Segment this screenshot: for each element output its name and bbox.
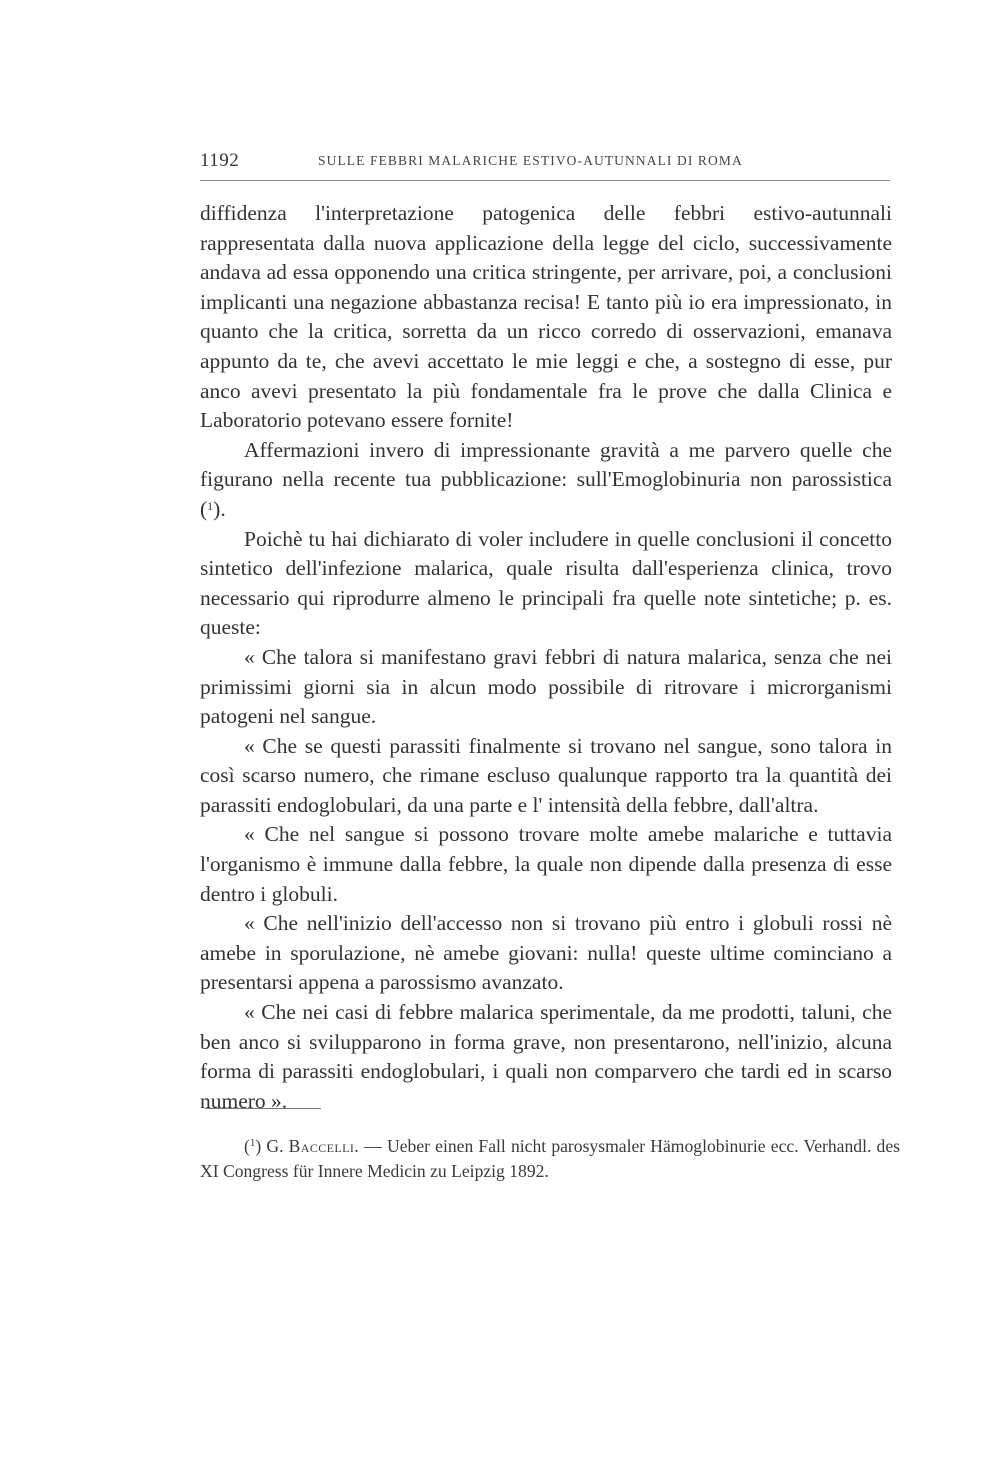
footnote-citation: — Ueber einen Fall nicht parosysmaler Hämoglobinurie ecc. Verhandl. des XI Congress für Innere Medicin zu Leipzig 1892. [200, 1136, 900, 1181]
quotation-4: « Che nell'inizio dell'accesso non si trovano più entro i globuli rossi nè amebe in sporulazione, nè amebe giovani: nulla! queste ultime cominciano a presentarsi appena a parossismo avanzato. [200, 911, 892, 995]
quotation-2: « Che se questi parassiti finalmente si trovano nel sangue, sono talora in così scarso numero, che rimane escluso qualunque rapporto tra la quantità dei parassiti endoglobulari, da una parte e l' intensità della febbre, dall'altra. [200, 733, 892, 817]
footnote-marker-close: ) [255, 1136, 262, 1156]
header-rule [200, 180, 890, 181]
footnote-marker-number: 1 [249, 1137, 256, 1149]
body-text [200, 199, 892, 1116]
paragraph-affermazioni-end: ). [213, 496, 226, 521]
footnote-author-name: Baccelli. [288, 1136, 360, 1156]
running-title: SULLE FEBBRI MALARICHE ESTIVO-AUTUNNALI DI ROMA [318, 153, 743, 168]
paragraph-affermazioni-text: Affermazioni invero di impressionante gravità a me parvero quelle che figurano nella recente tua pubblicazione: sull'Emoglobinuria non parossistica ( [200, 437, 892, 521]
paragraph-continued: diffidenza l'interpretazione patogenica delle febbri estivo-autunnali rappresentata dalla nuova applicazione della legge del ciclo, successivamente andava ad essa opponendo una critica stringente, per arrivare, poi, a conclusioni implicanti una negazione abbastanza recisa! E tanto più io era impressionato, in quanto che la critica, sorretta da un ricco corredo di osservazioni, emanava appunto da te, che avevi accettato le mie leggi e che, a sostegno di esse, pur anco avevi presentato la più fondamentale fra le prove che dalla Clinica e Laboratorio potevano essere fornite! [200, 201, 892, 433]
footnote-reference[interactable]: 1 [207, 498, 214, 513]
page-number: 1192 [200, 150, 240, 171]
quotation-3: « Che nel sangue si possono trovare molte amebe malariche e tuttavia l'organismo è immune dalla febbre, la quale non dipende dalla presenza di esse dentro i globuli. [200, 822, 892, 906]
quotation-5: « Che nei casi di febbre malarica sperimentale, da me prodotti, taluni, che ben anco si svilupparono in forma grave, non presentarono, nell'inizio, alcuna forma di parassiti endoglobulari, i quali non comparvero che tardi ed in scarso numero ». [200, 1000, 892, 1113]
footnote-author-initial: G. [266, 1136, 284, 1156]
paragraph-affermazioni [200, 436, 892, 525]
footnote-rule [205, 1108, 321, 1109]
footnote-text [200, 1134, 900, 1184]
footnote-marker-open: ( [244, 1136, 250, 1156]
quotation-1: « Che talora si manifestano gravi febbri di natura malarica, senza che nei primissimi giorni sia in alcun modo possibile di ritrovare i microrganismi patogeni nel sangue. [200, 644, 892, 729]
footnote [200, 1134, 900, 1184]
page-header [200, 150, 890, 174]
paragraph-poiche: Poichè tu hai dichiarato di voler includere in quelle conclusioni il concetto sintetico dell'infezione malarica, quale risulta dall'esperienza clinica, trovo necessario qui riprodurre almeno le principali fra quelle note sintetiche; p. es. queste: [200, 526, 892, 640]
